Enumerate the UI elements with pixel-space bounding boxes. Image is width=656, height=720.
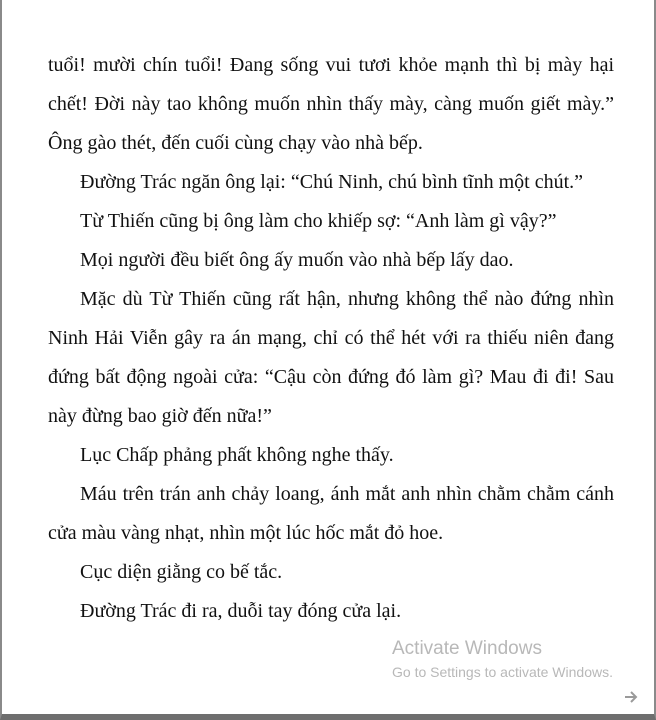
paragraph-5: Mặc dù Từ Thiến cũng rất hận, nhưng không thể nào đứng nhìn Ninh Hải Viễn gây ra án mạng, chỉ có thể hét với ra thiếu niên đang đứng bất động ngoài cửa: “Cậu còn đứng đó làm gì? Mau đi đi! Sau này đừng bao giờ đến nữa!” bbox=[48, 288, 614, 427]
paragraph-6: Lục Chấp phảng phất không nghe thấy. bbox=[80, 444, 394, 466]
paragraph-9: Đường Trác đi ra, duỗi tay đóng cửa lại. bbox=[80, 600, 402, 622]
activate-windows-watermark bbox=[392, 636, 613, 682]
document-body bbox=[48, 46, 614, 631]
resize-arrow-icon[interactable] bbox=[624, 690, 640, 704]
paragraph-2: Đường Trác ngăn ông lại: “Chú Ninh, chú bình tĩnh một chút.” bbox=[80, 171, 584, 193]
paragraph-1: tuổi! mười chín tuổi! Đang sống vui tươi khỏe mạnh thì bị mày hại chết! Đời này tao không muốn nhìn thấy mày, càng muốn giết mày.” Ông gào thét, đến cuối cùng chạy vào nhà bếp. bbox=[48, 54, 614, 154]
paragraph-4: Mọi người đều biết ông ấy muốn vào nhà bếp lấy dao. bbox=[80, 249, 514, 271]
paragraph-8: Cục diện giằng co bế tắc. bbox=[80, 561, 283, 583]
paragraph-7: Máu trên trán anh chảy loang, ánh mắt anh nhìn chằm chằm cánh cửa màu vàng nhạt, nhìn một lúc hốc mắt đỏ hoe. bbox=[48, 483, 614, 544]
watermark-title: Activate Windows bbox=[392, 638, 542, 659]
watermark-subtitle: Go to Settings to activate Windows. bbox=[392, 664, 613, 680]
paragraph-3: Từ Thiến cũng bị ông làm cho khiếp sợ: “Anh làm gì vậy?” bbox=[80, 210, 557, 232]
